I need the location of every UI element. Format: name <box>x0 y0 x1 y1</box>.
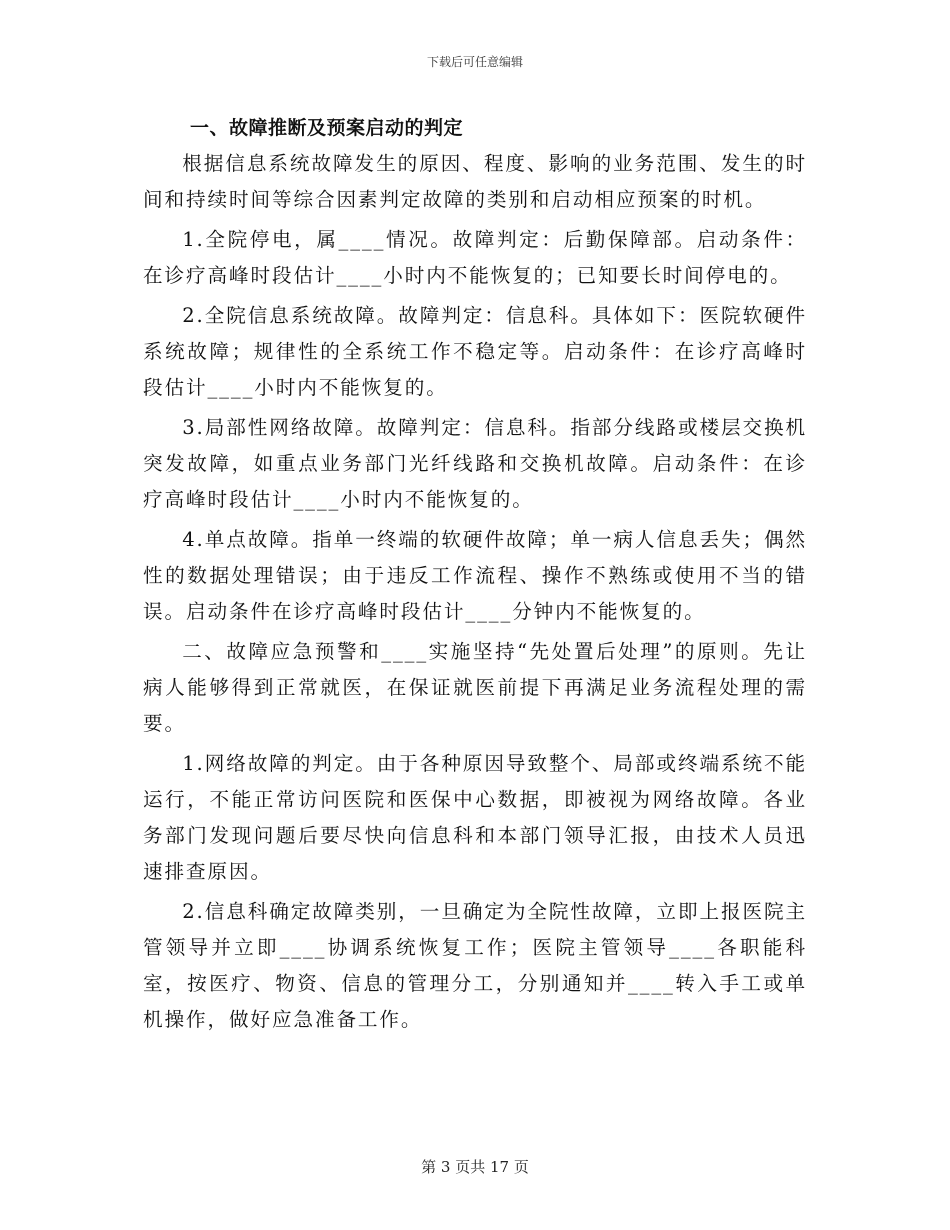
paragraph-section-2: 二、故障应急预警和____实施坚持“先处置后处理”的原则。先让病人能够得到正常就医，在保证就医前提下再满足业务流程处理的需要。 <box>143 640 807 735</box>
page-number: 第 3 页共 17 页 <box>421 1158 529 1176</box>
paragraph-section-2-item-1: 1.网络故障的判定。由于各种原因导致整个、局部或终端系统不能运行，不能正常访问医院和医保中心数据，即被视为网络故障。各业务部门发现问题后要尽快向信息科和本部门领导汇报，由技术人员迅速排查原因。 <box>143 752 807 883</box>
paragraph-item-1: 1.全院停电，属____情况。故障判定：后勤保障部。启动条件：在诊疗高峰时段估计____小时内不能恢复的；已知要长时间停电的。 <box>143 228 807 287</box>
page-header: 下载后可任意编辑 <box>426 55 523 69</box>
paragraph-item-3: 3.局部性网络故障。故障判定：信息科。指部分线路或楼层交换机突发故障，如重点业务部门光纤线路和交换机故障。启动条件：在诊疗高峰时段估计____小时内不能恢复的。 <box>143 416 807 511</box>
paragraph-item-2: 2.全院信息系统故障。故障判定：信息科。具体如下：医院软硬件系统故障；规律性的全系统工作不稳定等。启动条件：在诊疗高峰时段估计____小时内不能恢复的。 <box>143 304 807 399</box>
paragraph-intro: 根据信息系统故障发生的原因、程度、影响的业务范围、发生的时间和持续时间等综合因素判定故障的类别和启动相应预案的时机。 <box>143 152 807 211</box>
paragraph-section-2-item-2: 2.信息科确定故障类别，一旦确定为全院性故障，立即上报医院主管领导并立即____协调系统恢复工作；医院主管领导____各职能科室，按医疗、物资、信息的管理分工，分别通知并____转入手工或单机操作，做好应急准备工作。 <box>143 900 807 1031</box>
paragraph-item-4: 4.单点故障。指单一终端的软硬件故障；单一病人信息丢失；偶然性的数据处理错误；由于违反工作流程、操作不熟练或使用不当的错误。启动条件在诊疗高峰时段估计____分钟内不能恢复的。 <box>143 528 807 623</box>
section-heading: 一、故障推断及预案启动的判定 <box>190 117 464 139</box>
document-body <box>143 110 807 1038</box>
